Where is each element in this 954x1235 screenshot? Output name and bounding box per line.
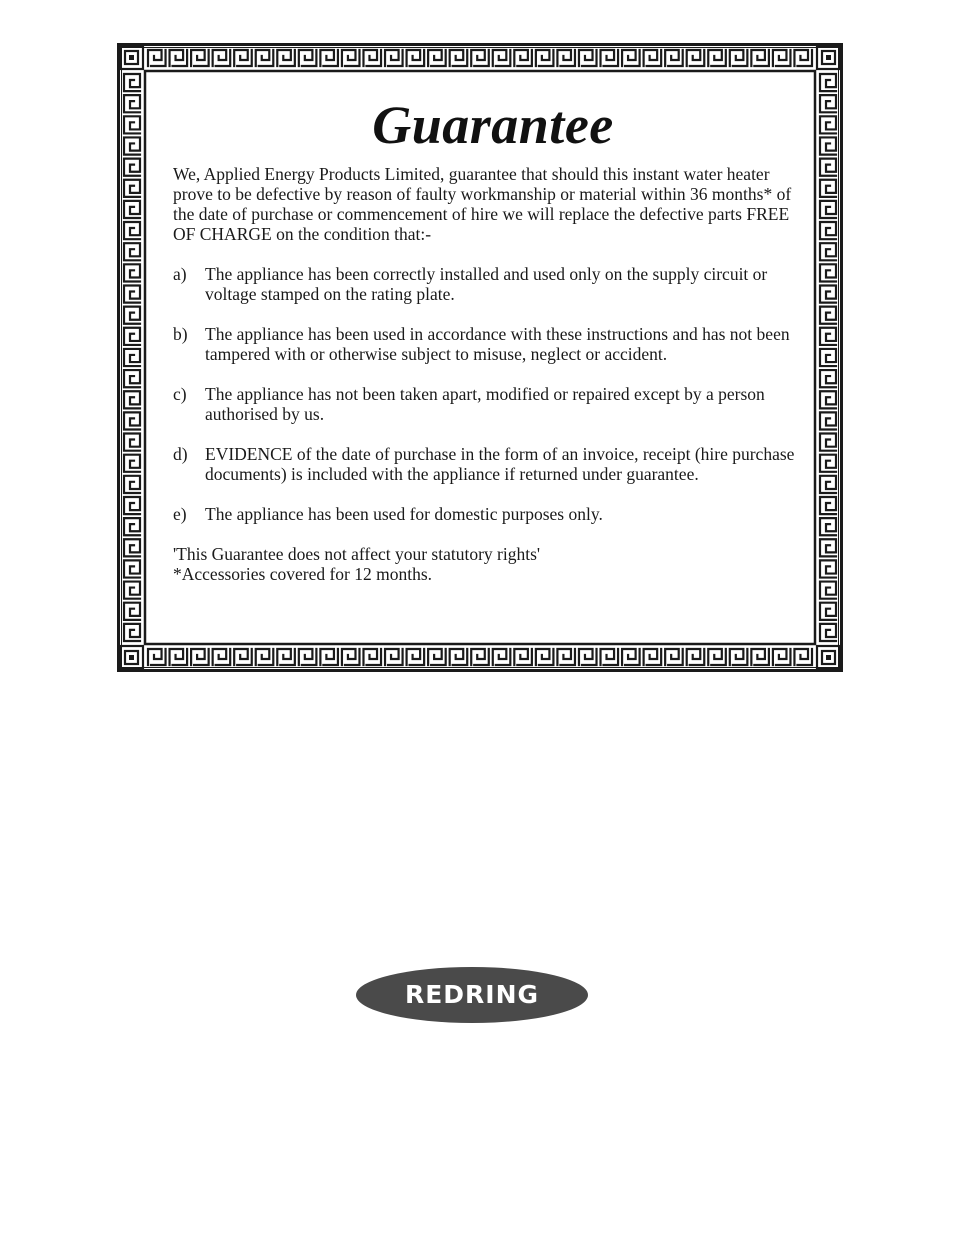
page-title: Guarantee: [372, 95, 614, 155]
clause-letter: b): [173, 324, 188, 344]
clause-text: EVIDENCE of the date of purchase in the form of an invoice, receipt (hire purchase documents) is included with the appliance if returned under guarantee.: [205, 444, 795, 484]
clause-text: The appliance has not been taken apart, modified or repaired except by a person authorised by us.: [205, 384, 765, 424]
clause-text: The appliance has been correctly installed and used only on the supply circuit or voltage stamped on the rating plate.: [205, 264, 768, 304]
clause-letter: e): [173, 504, 187, 524]
accessories-note: *Accessories covered for 12 months.: [173, 564, 433, 584]
clause-b: [173, 324, 813, 364]
clause-d: [173, 444, 813, 484]
guarantee-notes: [173, 544, 813, 584]
redring-logo: [355, 966, 589, 1024]
guarantee-intro: We, Applied Energy Products Limited, guarantee that should this instant water heater prove to be defective by reason of faulty workmanship or material within 36 months* of the date of purchase or commencement of hire we will replace the defective parts FREE OF CHARGE on the condition that:-: [173, 164, 792, 244]
clause-letter: a): [173, 264, 187, 284]
guarantee-content: [173, 90, 813, 584]
clause-letter: c): [173, 384, 187, 404]
clause-text: The appliance has been used in accordance with these instructions and has not been tampered with or otherwise subject to misuse, neglect or accident.: [205, 324, 790, 364]
guarantee-frame: [117, 43, 843, 672]
clause-c: [173, 384, 813, 424]
clause-a: [173, 264, 813, 304]
statutory-rights-note: 'This Guarantee does not affect your statutory rights': [173, 544, 541, 564]
clause-e: [173, 504, 813, 524]
logo-text: REDRING: [404, 980, 540, 1009]
clause-text: The appliance has been used for domestic purposes only.: [205, 504, 603, 524]
clause-letter: d): [173, 444, 188, 464]
